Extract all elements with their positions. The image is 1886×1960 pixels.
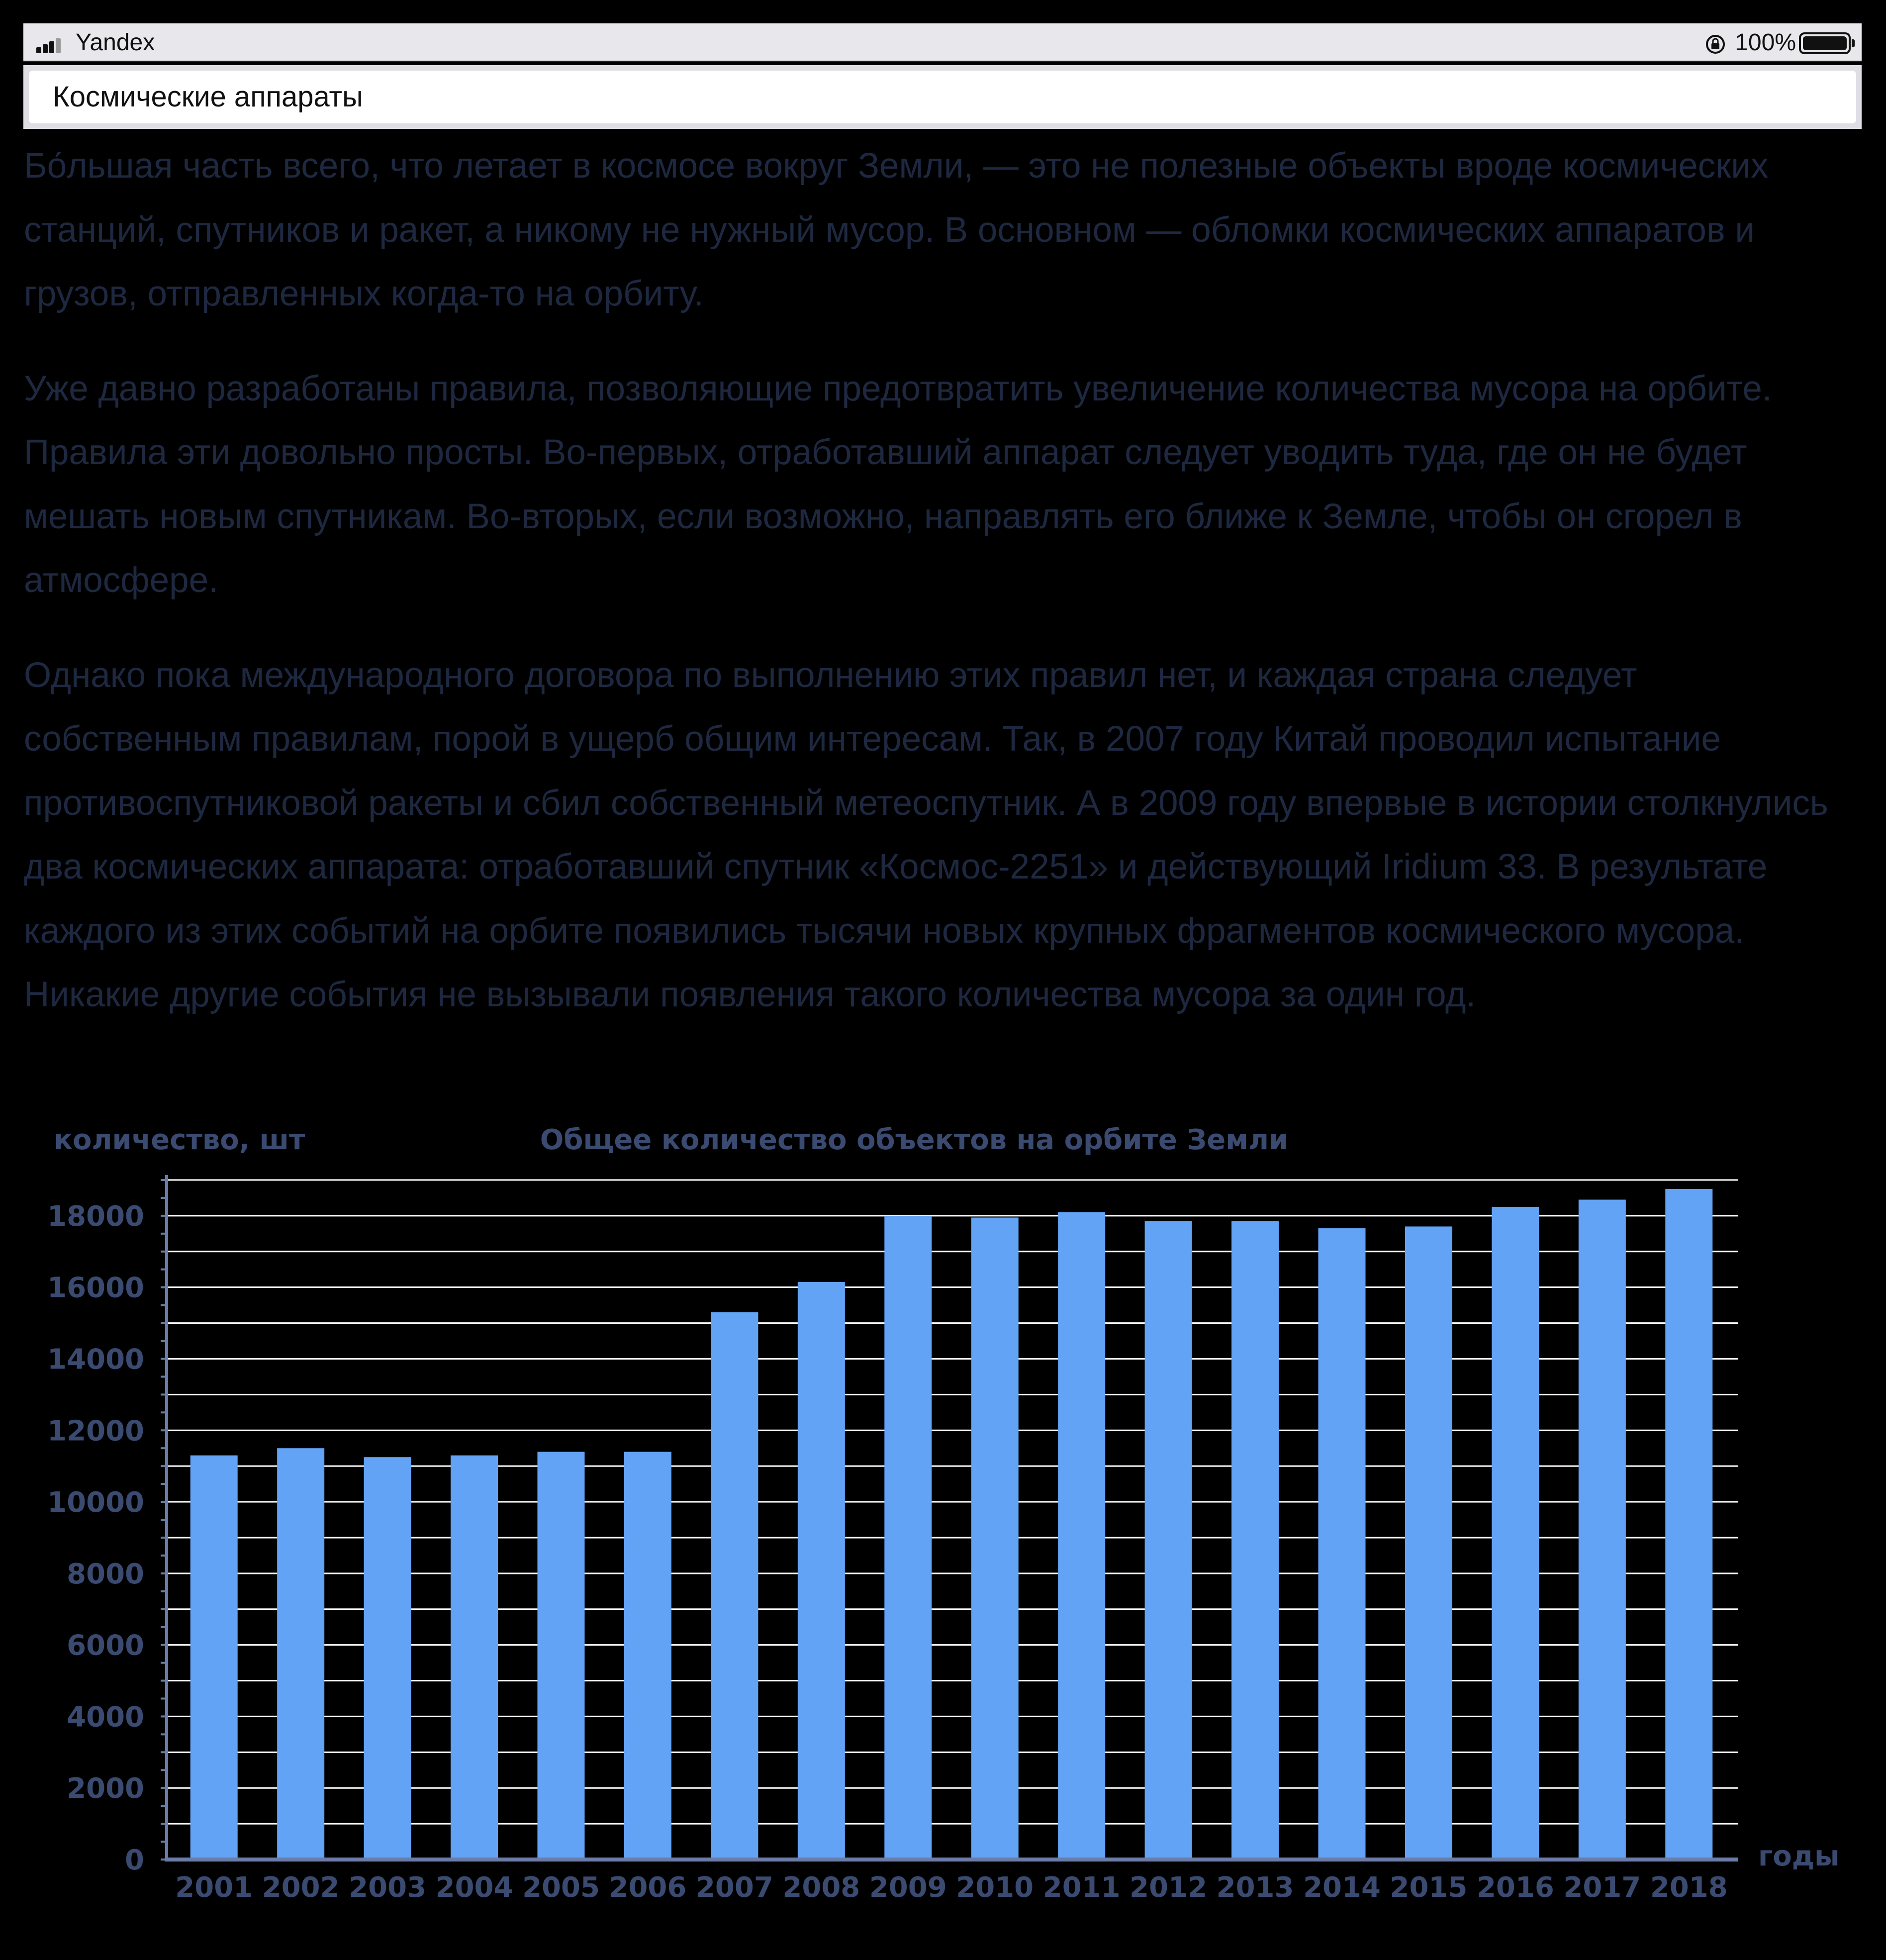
bar-2009 (884, 1216, 932, 1860)
x-tick-label: 2016 (1476, 1871, 1554, 1904)
y-tick-label: 12000 (47, 1415, 144, 1448)
bar-2017 (1579, 1200, 1626, 1860)
y-tick-label: 4000 (67, 1701, 144, 1734)
bar-2010 (971, 1217, 1019, 1860)
bar-2013 (1231, 1221, 1279, 1860)
article-paragraph: Уже давно разработаны правила, позволяющие предотвратить увеличение количества мусора на орбите. Правила эти довольно просты. Во-первых, отработавший аппарат следует уводить туда, где он не будет мешать новым спутникам. Во-вторых, если возможно, направлять его ближе к Земле, чтобы он сгорел в атмосфере. (24, 369, 1772, 600)
bar-2003 (364, 1457, 411, 1860)
bar-2015 (1405, 1226, 1452, 1860)
bar-2018 (1665, 1189, 1712, 1860)
bar-2016 (1492, 1207, 1539, 1860)
x-tick-label: 2009 (869, 1871, 947, 1904)
x-tick-label: 2005 (522, 1871, 600, 1904)
y-tick-label: 2000 (67, 1772, 144, 1805)
x-tick-label: 2007 (695, 1871, 773, 1904)
status-bar (23, 23, 1862, 62)
y-axis-title: количество, шт (54, 1124, 305, 1156)
address-bar (23, 65, 1862, 129)
bar-2001 (190, 1456, 238, 1860)
bar-chart (0, 1114, 1886, 1920)
y-tick-label: 0 (125, 1844, 144, 1876)
x-tick-label: 2011 (1042, 1871, 1121, 1904)
carrier-label: Yandex (76, 29, 155, 56)
bar-2008 (798, 1282, 845, 1860)
bar-2007 (711, 1312, 758, 1860)
bar-2011 (1058, 1212, 1105, 1860)
x-tick-label: 2017 (1563, 1871, 1641, 1904)
signal-icon (36, 38, 66, 53)
y-tick-label: 14000 (47, 1343, 144, 1376)
rotation-lock-icon (1704, 33, 1726, 55)
bar-2006 (624, 1452, 671, 1860)
y-tick-label: 6000 (67, 1629, 144, 1662)
chart-canvas (0, 1114, 1886, 1920)
y-tick-label: 16000 (47, 1272, 144, 1304)
bar-2005 (538, 1452, 585, 1860)
x-tick-label: 2004 (435, 1871, 513, 1904)
chart-title: Общее количество объектов на орбите Земли (540, 1124, 1289, 1156)
battery-icon (1799, 32, 1851, 54)
article-paragraph: Бо́льшая часть всего, что летает в космосе вокруг Земли, — это не полезные объекты вроде космических станций, спутников и ракет, а никому не нужный мусор. В основном — обломки космических аппаратов и грузов, отправленных когда-то на орбиту. (24, 146, 1769, 313)
page-title-field[interactable]: Космические аппараты (29, 71, 1856, 123)
x-tick-label: 2006 (609, 1871, 687, 1904)
x-tick-label: 2003 (349, 1871, 427, 1904)
x-tick-label: 2001 (175, 1871, 253, 1904)
bar-2002 (277, 1448, 324, 1860)
bar-2012 (1145, 1221, 1192, 1860)
bar-2014 (1319, 1228, 1366, 1860)
x-tick-label: 2013 (1216, 1871, 1294, 1904)
x-axis-title: годы (1758, 1840, 1840, 1872)
y-tick-label: 8000 (67, 1558, 144, 1590)
x-tick-label: 2018 (1650, 1871, 1728, 1904)
x-tick-label: 2008 (782, 1871, 860, 1904)
article-paragraph: Однако пока международного договора по выполнению этих правил нет, и каждая страна следует собственным правилам, порой в ущерб общим интересам. Так, в 2007 году Китай проводил испытание противоспутниковой ракеты и сбил собственный метеоспутник. А в 2009 году впервые в истории столкнулись два космических аппарата: отработавший спутник «Космос-2251» и действующий Iridium 33. В результате каждого из этих событий на орбите появились тысячи новых крупных фрагментов космического мусора. Никакие другие события не вызывали появления такого количества мусора за один год. (24, 655, 1828, 1014)
x-tick-label: 2012 (1130, 1871, 1208, 1904)
x-tick-label: 2010 (956, 1871, 1034, 1904)
x-tick-label: 2014 (1303, 1871, 1381, 1904)
y-tick-label: 18000 (47, 1200, 144, 1233)
x-tick-label: 2002 (262, 1871, 340, 1904)
battery-percent: 100% (1735, 29, 1796, 56)
article-body (24, 134, 1864, 1058)
bar-2004 (451, 1456, 498, 1860)
y-tick-label: 10000 (47, 1486, 144, 1519)
x-tick-label: 2015 (1390, 1871, 1468, 1904)
